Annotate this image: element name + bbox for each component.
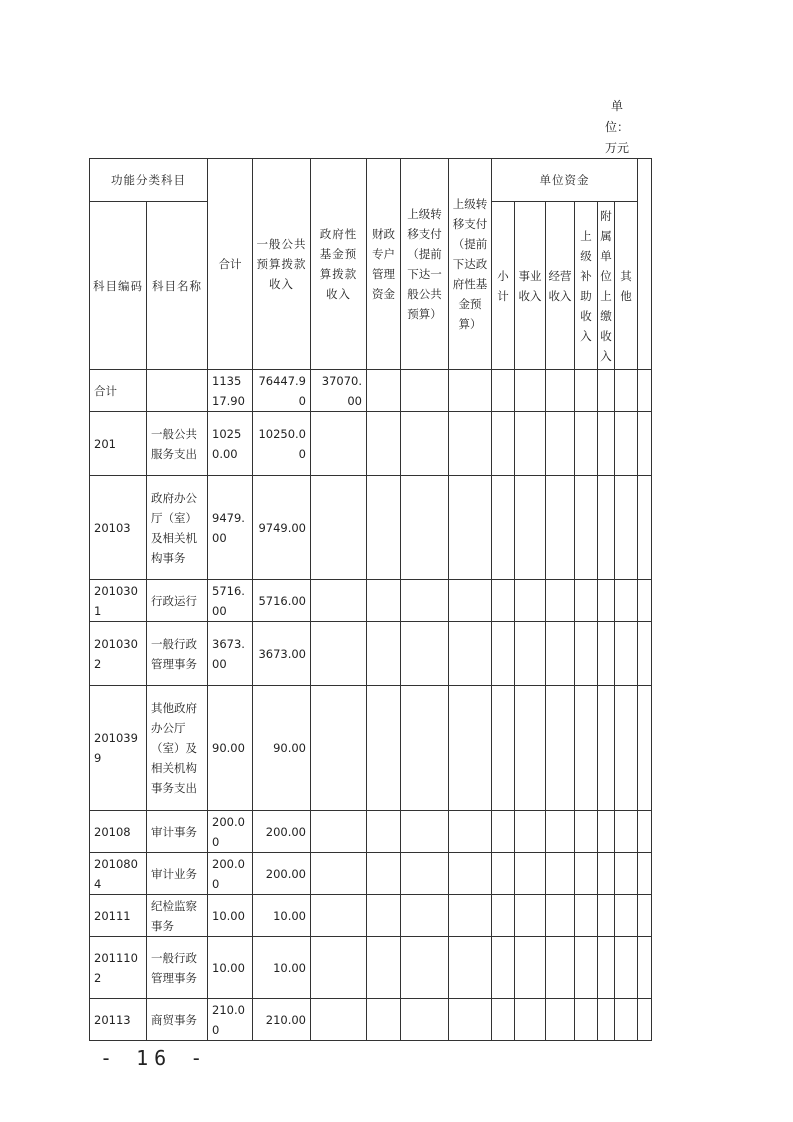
cell-empty	[401, 686, 449, 811]
cell-empty	[615, 895, 638, 937]
cell-general-budget: 76447.90	[253, 370, 311, 412]
cell-empty	[615, 811, 638, 853]
cell-name: 纪检监察事务	[147, 895, 208, 937]
cell-empty	[546, 686, 575, 811]
cell-total: 113517.90	[208, 370, 253, 412]
unit-label-1: 单	[610, 99, 623, 113]
cell-empty	[449, 999, 492, 1041]
cell-empty	[615, 853, 638, 895]
cell-total: 9479.00	[208, 476, 253, 580]
cell-empty	[638, 412, 652, 476]
cell-empty	[615, 580, 638, 622]
cell-empty	[638, 476, 652, 580]
cell-empty	[401, 476, 449, 580]
cell-empty	[575, 370, 598, 412]
header-other: 其他	[615, 202, 638, 370]
header-spacer	[638, 159, 652, 370]
cell-general-budget: 10.00	[253, 895, 311, 937]
cell-empty	[492, 999, 515, 1041]
cell-empty	[598, 853, 615, 895]
cell-empty	[638, 622, 652, 686]
cell-empty	[515, 686, 546, 811]
header-unit-funds: 单位资金	[492, 159, 638, 202]
table-row	[90, 412, 652, 476]
cell-empty	[492, 686, 515, 811]
cell-empty	[492, 370, 515, 412]
page-number: - 16 -	[100, 1046, 209, 1070]
cell-empty	[492, 895, 515, 937]
cell-name: 政府办公厅（室）及相关机构事务	[147, 476, 208, 580]
cell-empty	[638, 686, 652, 811]
cell-empty	[638, 895, 652, 937]
cell-empty	[492, 937, 515, 999]
cell-empty	[615, 622, 638, 686]
cell-name: 审计业务	[147, 853, 208, 895]
cell-empty	[492, 811, 515, 853]
cell-empty	[598, 999, 615, 1041]
cell-gov-fund	[311, 937, 367, 999]
cell-code: 合计	[90, 370, 147, 412]
cell-gov-fund	[311, 895, 367, 937]
table-row	[90, 622, 652, 686]
cell-empty	[492, 853, 515, 895]
header-subtotal: 小计	[492, 202, 515, 370]
cell-total: 90.00	[208, 686, 253, 811]
cell-gov-fund	[311, 853, 367, 895]
cell-gov-fund	[311, 580, 367, 622]
cell-empty	[615, 686, 638, 811]
cell-empty	[401, 622, 449, 686]
unit-label-2: 位：	[604, 120, 629, 134]
cell-empty	[575, 622, 598, 686]
cell-gov-fund	[311, 476, 367, 580]
cell-empty	[546, 622, 575, 686]
cell-empty	[638, 999, 652, 1041]
unit-label	[604, 96, 630, 159]
cell-general-budget: 90.00	[253, 686, 311, 811]
cell-total: 200.00	[208, 853, 253, 895]
cell-general-budget: 200.00	[253, 853, 311, 895]
cell-empty	[367, 686, 401, 811]
cell-code: 2010301	[90, 580, 147, 622]
table-row	[90, 580, 652, 622]
cell-empty	[598, 412, 615, 476]
cell-empty	[367, 370, 401, 412]
cell-empty	[401, 895, 449, 937]
cell-name: 审计事务	[147, 811, 208, 853]
cell-empty	[449, 370, 492, 412]
cell-empty	[575, 686, 598, 811]
cell-code: 20108	[90, 811, 147, 853]
cell-empty	[492, 476, 515, 580]
cell-name: 一般公共服务支出	[147, 412, 208, 476]
cell-empty	[546, 895, 575, 937]
cell-empty	[401, 937, 449, 999]
cell-empty	[449, 686, 492, 811]
cell-empty	[515, 895, 546, 937]
cell-name: 商贸事务	[147, 999, 208, 1041]
cell-name: 其他政府办公厅（室）及相关机构事务支出	[147, 686, 208, 811]
cell-empty	[367, 412, 401, 476]
cell-empty	[575, 895, 598, 937]
cell-general-budget: 9749.00	[253, 476, 311, 580]
cell-empty	[638, 580, 652, 622]
cell-empty	[615, 999, 638, 1041]
cell-empty	[449, 811, 492, 853]
cell-code: 20111	[90, 895, 147, 937]
cell-empty	[492, 412, 515, 476]
cell-empty	[598, 476, 615, 580]
cell-code: 2010302	[90, 622, 147, 686]
unit-label-3: 万元	[604, 141, 629, 155]
header-row-1	[90, 159, 652, 202]
cell-empty	[515, 412, 546, 476]
cell-name: 一般行政管理事务	[147, 622, 208, 686]
table-row	[90, 370, 652, 412]
header-operating-income: 经营收入	[546, 202, 575, 370]
header-business-income: 事业收入	[515, 202, 546, 370]
cell-total: 3673.00	[208, 622, 253, 686]
cell-empty	[449, 853, 492, 895]
cell-total: 10250.00	[208, 412, 253, 476]
cell-empty	[575, 937, 598, 999]
table-row	[90, 476, 652, 580]
cell-name: 行政运行	[147, 580, 208, 622]
cell-empty	[401, 580, 449, 622]
cell-empty	[638, 370, 652, 412]
cell-empty	[367, 476, 401, 580]
cell-gov-fund	[311, 811, 367, 853]
cell-empty	[638, 811, 652, 853]
cell-empty	[598, 370, 615, 412]
header-functional-category: 功能分类科目	[90, 159, 208, 202]
cell-empty	[401, 999, 449, 1041]
budget-table	[89, 158, 652, 1041]
cell-general-budget: 3673.00	[253, 622, 311, 686]
cell-empty	[449, 476, 492, 580]
cell-empty	[575, 811, 598, 853]
header-superior-subsidy: 上级补助收入	[575, 202, 598, 370]
cell-total: 200.00	[208, 811, 253, 853]
cell-empty	[546, 999, 575, 1041]
table-row	[90, 686, 652, 811]
header-name: 科目名称	[147, 202, 208, 370]
cell-code: 20103	[90, 476, 147, 580]
cell-gov-fund	[311, 622, 367, 686]
cell-code: 2010399	[90, 686, 147, 811]
cell-empty	[575, 999, 598, 1041]
cell-empty	[598, 895, 615, 937]
cell-empty	[367, 811, 401, 853]
cell-empty	[492, 580, 515, 622]
cell-empty	[449, 622, 492, 686]
table-row	[90, 999, 652, 1041]
cell-empty	[449, 580, 492, 622]
cell-empty	[449, 412, 492, 476]
cell-empty	[546, 580, 575, 622]
cell-empty	[401, 370, 449, 412]
header-general-budget: 一般公共预算拨款收入	[253, 159, 311, 370]
cell-empty	[515, 811, 546, 853]
cell-empty	[401, 811, 449, 853]
cell-empty	[575, 853, 598, 895]
cell-total: 10.00	[208, 895, 253, 937]
cell-total: 210.00	[208, 999, 253, 1041]
cell-name: 一般行政管理事务	[147, 937, 208, 999]
cell-empty	[367, 580, 401, 622]
cell-empty	[546, 476, 575, 580]
cell-empty	[575, 412, 598, 476]
table-row	[90, 895, 652, 937]
cell-code: 2011102	[90, 937, 147, 999]
cell-gov-fund	[311, 686, 367, 811]
cell-empty	[367, 999, 401, 1041]
cell-empty	[638, 853, 652, 895]
cell-empty	[367, 895, 401, 937]
cell-empty	[615, 412, 638, 476]
cell-empty	[598, 937, 615, 999]
table-row	[90, 937, 652, 999]
cell-empty	[515, 622, 546, 686]
header-affiliated-turnover: 附属单位上缴收入	[598, 202, 615, 370]
header-transfer-fund: 上级转移支付（提前下达政府性基金预算）	[449, 159, 492, 370]
cell-empty	[575, 476, 598, 580]
cell-empty	[615, 370, 638, 412]
cell-empty	[515, 476, 546, 580]
table-row	[90, 853, 652, 895]
cell-code: 2010804	[90, 853, 147, 895]
cell-empty	[515, 999, 546, 1041]
cell-empty	[492, 622, 515, 686]
header-transfer-general: 上级转移支付（提前下达一般公共预算）	[401, 159, 449, 370]
header-total: 合计	[208, 159, 253, 370]
cell-empty	[515, 937, 546, 999]
cell-name	[147, 370, 208, 412]
cell-general-budget: 210.00	[253, 999, 311, 1041]
cell-empty	[546, 853, 575, 895]
cell-empty	[546, 412, 575, 476]
cell-gov-fund	[311, 412, 367, 476]
cell-empty	[546, 811, 575, 853]
header-gov-fund: 政府性基金预算拨款收入	[311, 159, 367, 370]
header-code: 科目编码	[90, 202, 147, 370]
cell-empty	[515, 370, 546, 412]
cell-code: 20113	[90, 999, 147, 1041]
table-row	[90, 811, 652, 853]
cell-empty	[598, 686, 615, 811]
cell-empty	[401, 853, 449, 895]
cell-general-budget: 10250.00	[253, 412, 311, 476]
cell-empty	[367, 622, 401, 686]
cell-total: 10.00	[208, 937, 253, 999]
cell-empty	[449, 937, 492, 999]
cell-general-budget: 200.00	[253, 811, 311, 853]
cell-gov-fund: 37070.00	[311, 370, 367, 412]
cell-general-budget: 10.00	[253, 937, 311, 999]
cell-empty	[615, 476, 638, 580]
cell-empty	[401, 412, 449, 476]
cell-empty	[575, 580, 598, 622]
cell-empty	[598, 622, 615, 686]
cell-empty	[598, 811, 615, 853]
header-special-account: 财政专户管理资金	[367, 159, 401, 370]
cell-empty	[367, 937, 401, 999]
cell-empty	[515, 580, 546, 622]
cell-empty	[546, 370, 575, 412]
cell-empty	[515, 853, 546, 895]
cell-empty	[615, 937, 638, 999]
cell-gov-fund	[311, 999, 367, 1041]
cell-code: 201	[90, 412, 147, 476]
cell-general-budget: 5716.00	[253, 580, 311, 622]
cell-total: 5716.00	[208, 580, 253, 622]
cell-empty	[367, 853, 401, 895]
cell-empty	[449, 895, 492, 937]
cell-empty	[546, 937, 575, 999]
cell-empty	[638, 937, 652, 999]
cell-empty	[598, 580, 615, 622]
